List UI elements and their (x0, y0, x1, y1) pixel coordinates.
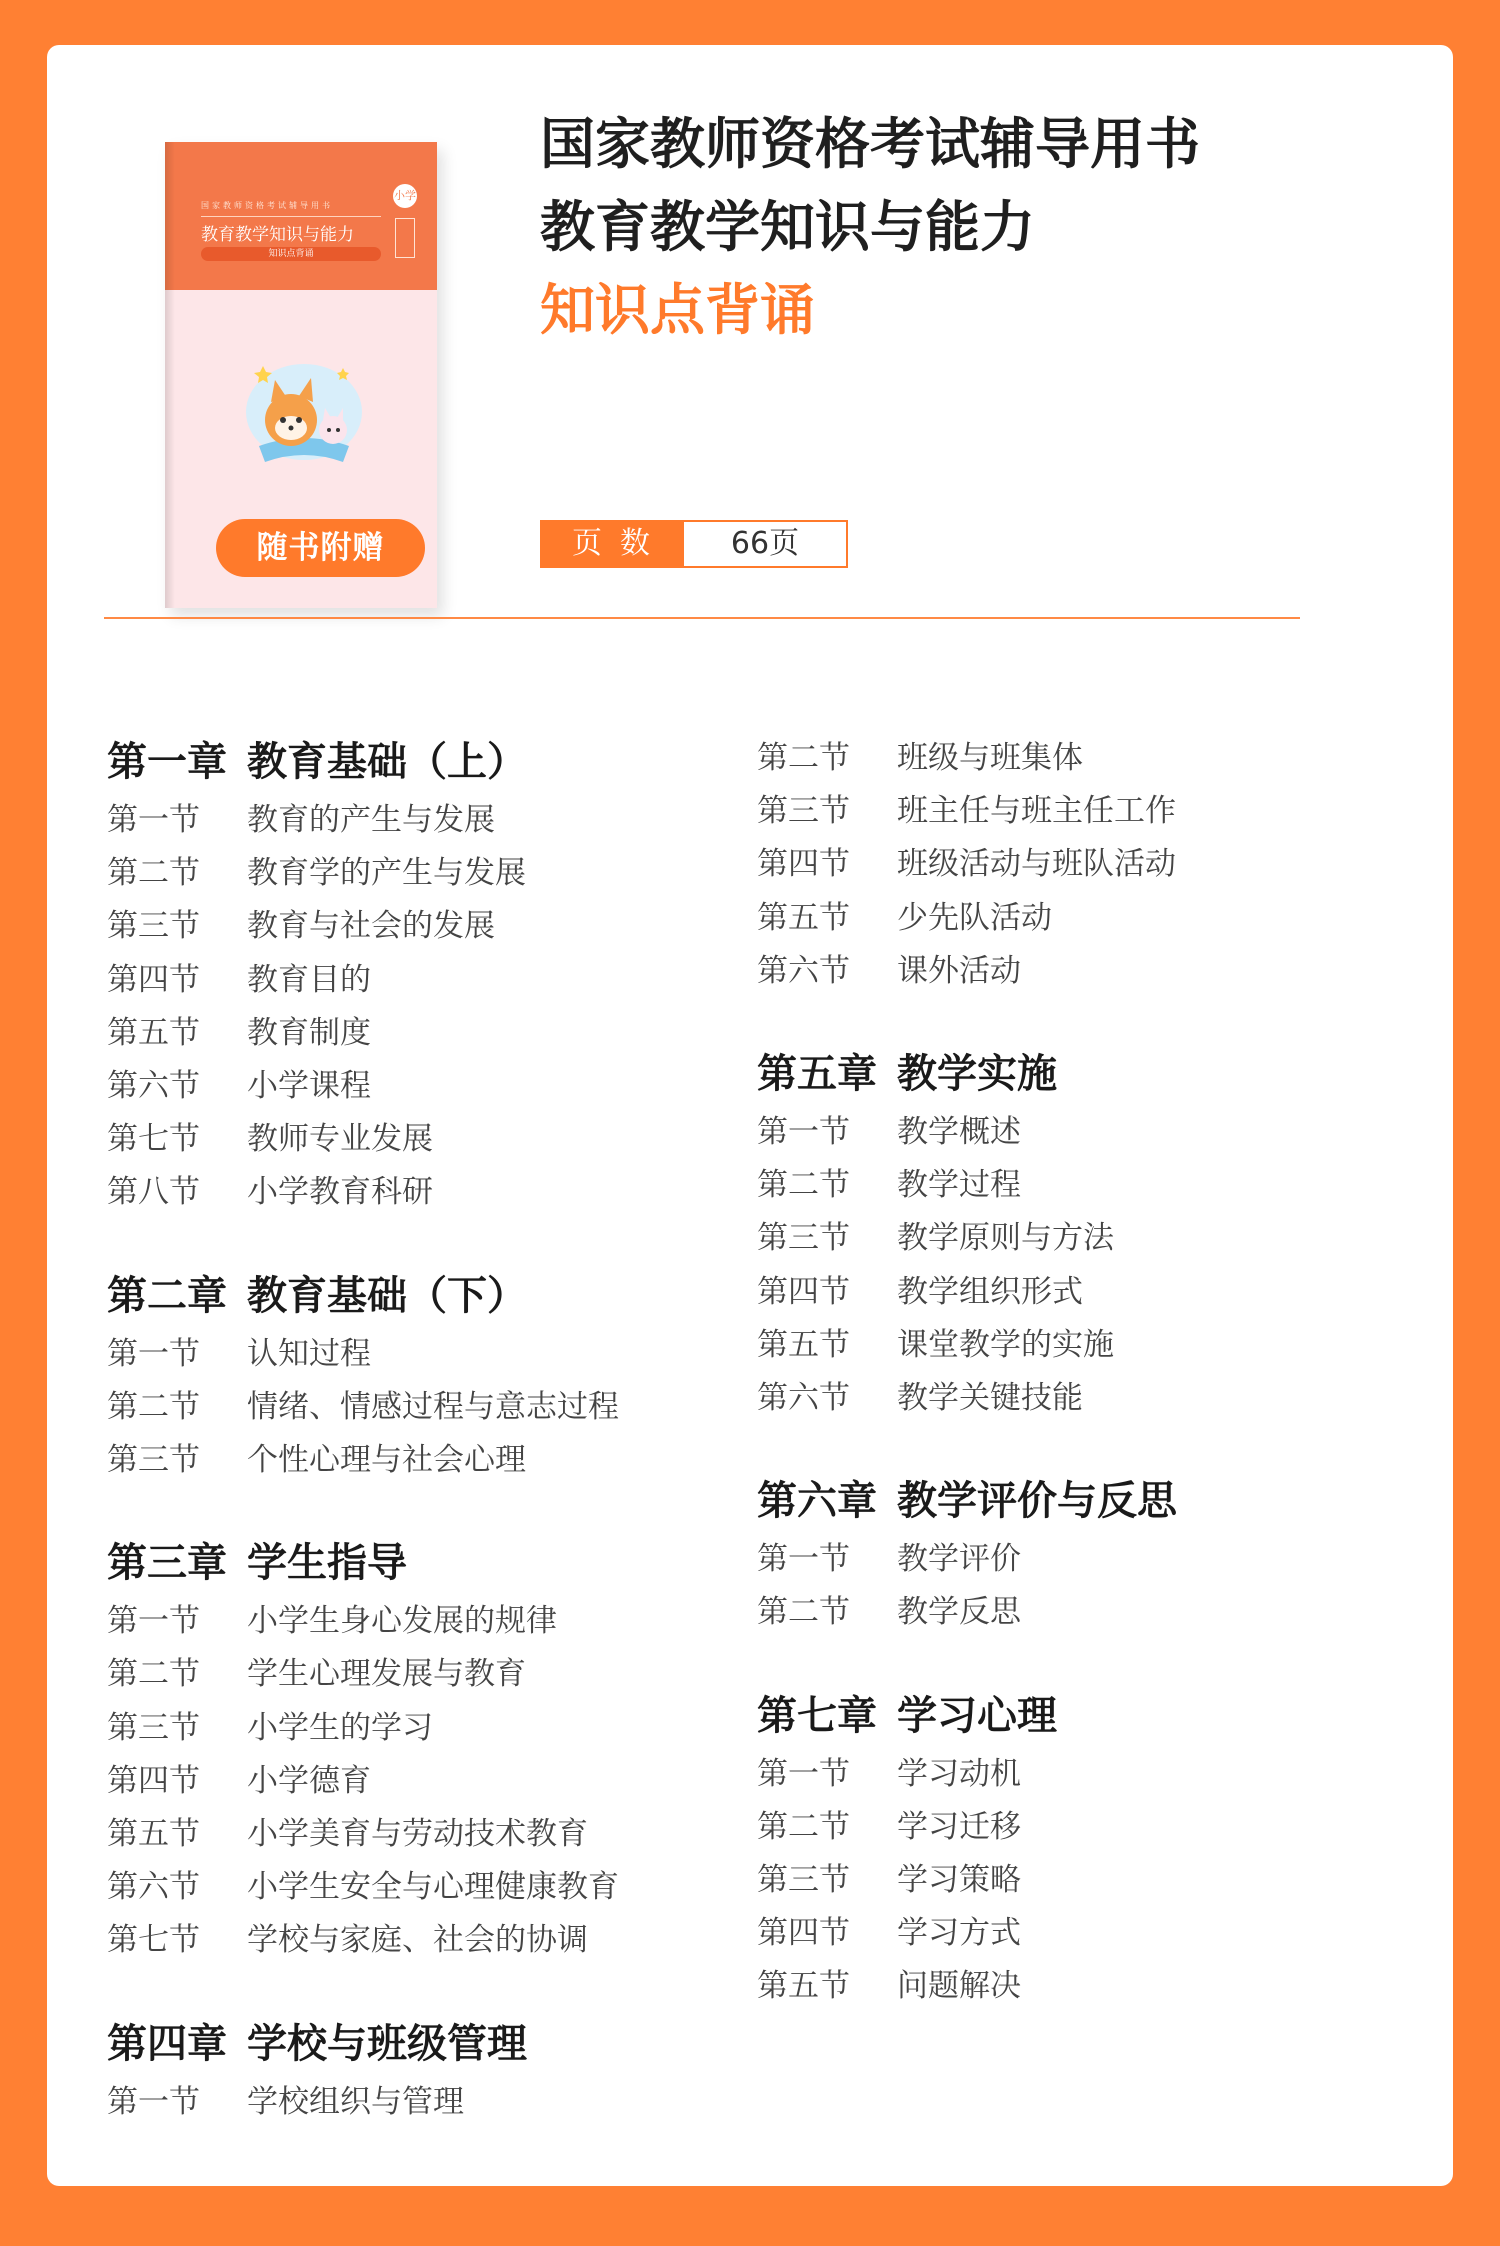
section-title: 学习策略 (897, 1862, 1021, 1898)
page-count-label: 页数 (542, 522, 684, 566)
section-title: 教师专业发展 (247, 1121, 433, 1158)
section-title: 认知过程 (247, 1335, 371, 1372)
chapter-number: 第三章 (107, 1540, 227, 1587)
section-title: 教育与社会的发展 (247, 908, 495, 945)
section-item (107, 1654, 526, 1694)
book-cover-series: 国家教师资格考试辅导用书 (201, 201, 333, 210)
section-number: 第三节 (757, 793, 850, 830)
content-card (47, 45, 1453, 2186)
section-number: 第一节 (107, 1335, 200, 1372)
section-item (757, 1807, 1021, 1847)
section-item (757, 1378, 1083, 1418)
chapter-number: 第二章 (107, 1272, 227, 1319)
page-count-box (540, 520, 848, 568)
section-item (757, 1860, 1021, 1900)
section-number: 第八节 (107, 1174, 200, 1211)
chapter-heading (107, 1539, 407, 1587)
section-item (107, 1013, 371, 1053)
gift-badge: 随书附赠 (216, 519, 425, 577)
section-item (757, 1272, 1083, 1312)
section-item (107, 1814, 588, 1854)
section-item (107, 1601, 557, 1641)
section-title: 教学概述 (897, 1114, 1021, 1150)
section-number: 第一节 (757, 1755, 850, 1792)
section-title: 班级活动与班队活动 (897, 846, 1176, 883)
chapter-number: 第六章 (757, 1478, 877, 1525)
chapter-title: 教学评价与反思 (897, 1478, 1177, 1525)
book-cover-subtitle: 知识点背诵 (201, 247, 381, 261)
section-item (757, 738, 1083, 778)
section-title: 小学课程 (247, 1068, 371, 1104)
section-item (757, 1165, 1021, 1205)
section-item (107, 1920, 588, 1960)
section-item (107, 853, 526, 893)
section-number: 第二节 (107, 855, 200, 892)
section-title: 学校与家庭、社会的协调 (247, 1922, 588, 1959)
section-title: 教学过程 (897, 1167, 1021, 1204)
book-spine (165, 142, 175, 608)
section-item (107, 800, 495, 840)
chapter-heading (757, 1477, 1177, 1525)
section-number: 第六节 (107, 1068, 200, 1104)
section-title: 教学关键技能 (897, 1380, 1083, 1416)
chapter-title: 教育基础（上） (247, 739, 527, 785)
section-item (107, 1761, 371, 1801)
section-title: 小学生安全与心理健康教育 (247, 1869, 619, 1906)
section-number: 第一节 (107, 802, 200, 838)
section-item (107, 1334, 371, 1374)
section-number: 第四节 (757, 846, 850, 883)
fox-mascot-illustration (239, 350, 369, 480)
header-divider (104, 617, 1300, 619)
header-title: 教育教学知识与能力 (540, 195, 1036, 259)
chapter-title: 教学实施 (897, 1051, 1057, 1097)
section-item (757, 844, 1176, 884)
section-item (757, 1325, 1114, 1365)
section-number: 第七节 (107, 1922, 200, 1959)
section-title: 教学评价 (897, 1541, 1021, 1578)
chapter-heading (107, 1272, 527, 1320)
chapter-number: 第五章 (757, 1051, 877, 1097)
chapter-title: 教育基础（下） (247, 1272, 527, 1319)
section-number: 第二节 (757, 1594, 850, 1631)
section-title: 少先队活动 (897, 899, 1052, 936)
section-item (107, 1172, 433, 1212)
chapter-heading (757, 1050, 1057, 1098)
section-title: 教学组织形式 (897, 1273, 1083, 1310)
chapter-title: 学校与班级管理 (247, 2020, 527, 2067)
section-number: 第一节 (107, 1603, 200, 1640)
section-title: 教育的产生与发展 (247, 802, 495, 838)
section-title: 学校组织与管理 (247, 2083, 464, 2120)
chapter-heading (107, 2020, 527, 2068)
section-item (757, 1218, 1114, 1258)
chapter-number: 第七章 (757, 1692, 877, 1739)
section-title: 小学美育与劳动技术教育 (247, 1816, 588, 1852)
section-number: 第五节 (107, 1816, 200, 1852)
section-number: 第四节 (107, 1762, 200, 1799)
book-cover-level: 小学 (393, 184, 417, 208)
section-item (757, 791, 1176, 831)
section-number: 第二节 (757, 1808, 850, 1845)
section-number: 第七节 (107, 1121, 200, 1158)
section-item (107, 960, 371, 1000)
header-series: 国家教师资格考试辅导用书 (540, 112, 1201, 176)
section-item (757, 1592, 1021, 1632)
book-cover-rule (201, 216, 381, 217)
section-number: 第一节 (757, 1541, 850, 1578)
section-number: 第六节 (107, 1869, 200, 1906)
section-number: 第六节 (757, 952, 850, 989)
section-item (107, 1708, 433, 1748)
page-count-value: 66页 (730, 526, 800, 561)
section-title: 情绪、情感过程与意志过程 (247, 1388, 619, 1425)
section-item (107, 906, 495, 946)
chapter-heading (757, 1692, 1057, 1740)
section-item (107, 1119, 433, 1159)
section-number: 第一节 (107, 2083, 200, 2120)
chapter-number: 第四章 (107, 2020, 227, 2067)
section-title: 教学原则与方法 (897, 1220, 1114, 1257)
section-number: 第三节 (107, 908, 200, 945)
section-number: 第一节 (757, 1114, 850, 1150)
book-cover-title: 教育教学知识与能力 (201, 225, 354, 245)
section-item (107, 1387, 619, 1427)
section-item (757, 1913, 1021, 1953)
section-number: 第三节 (757, 1220, 850, 1257)
section-number: 第三节 (757, 1862, 850, 1898)
section-title: 问题解决 (897, 1968, 1021, 2005)
section-title: 教学反思 (897, 1594, 1021, 1631)
section-title: 学习方式 (897, 1915, 1021, 1952)
chapter-title: 学习心理 (897, 1692, 1057, 1739)
section-title: 学习迁移 (897, 1808, 1021, 1845)
section-item (107, 1066, 371, 1106)
section-number: 第二节 (757, 740, 850, 776)
section-title: 课堂教学的实施 (897, 1326, 1114, 1363)
section-title: 学习动机 (897, 1755, 1021, 1792)
chapter-number: 第一章 (107, 739, 227, 785)
section-item (757, 951, 1021, 991)
book-cover-tag (395, 218, 415, 258)
section-title: 小学德育 (247, 1762, 371, 1799)
section-item (107, 2082, 464, 2122)
section-number: 第三节 (107, 1442, 200, 1478)
section-number: 第五节 (757, 899, 850, 936)
section-title: 小学生身心发展的规律 (247, 1603, 557, 1640)
section-number: 第二节 (107, 1656, 200, 1693)
chapter-title: 学生指导 (247, 1540, 407, 1587)
section-item (107, 1867, 619, 1907)
header-highlight: 知识点背诵 (540, 278, 816, 342)
section-number: 第四节 (757, 1915, 850, 1952)
section-title: 小学生的学习 (247, 1709, 433, 1746)
section-number: 第四节 (757, 1273, 850, 1310)
section-number: 第二节 (107, 1388, 200, 1425)
section-item (757, 1966, 1021, 2006)
section-number: 第四节 (107, 961, 200, 998)
section-item (757, 898, 1052, 938)
section-title: 学生心理发展与教育 (247, 1656, 526, 1693)
section-number: 第六节 (757, 1380, 850, 1416)
chapter-heading (107, 738, 527, 786)
section-title: 小学教育科研 (247, 1174, 433, 1211)
section-title: 班主任与班主任工作 (897, 793, 1176, 830)
section-title: 教育学的产生与发展 (247, 855, 526, 892)
section-title: 教育制度 (247, 1014, 371, 1051)
section-title: 个性心理与社会心理 (247, 1442, 526, 1478)
section-item (757, 1754, 1021, 1794)
section-number: 第二节 (757, 1167, 850, 1204)
section-number: 第五节 (757, 1968, 850, 2005)
section-number: 第五节 (107, 1014, 200, 1051)
section-title: 班级与班集体 (897, 740, 1083, 776)
section-title: 课外活动 (897, 952, 1021, 989)
section-item (107, 1440, 526, 1480)
section-item (757, 1112, 1021, 1152)
section-number: 第五节 (757, 1326, 850, 1363)
section-item (757, 1539, 1021, 1579)
section-number: 第三节 (107, 1709, 200, 1746)
section-title: 教育目的 (247, 961, 371, 998)
